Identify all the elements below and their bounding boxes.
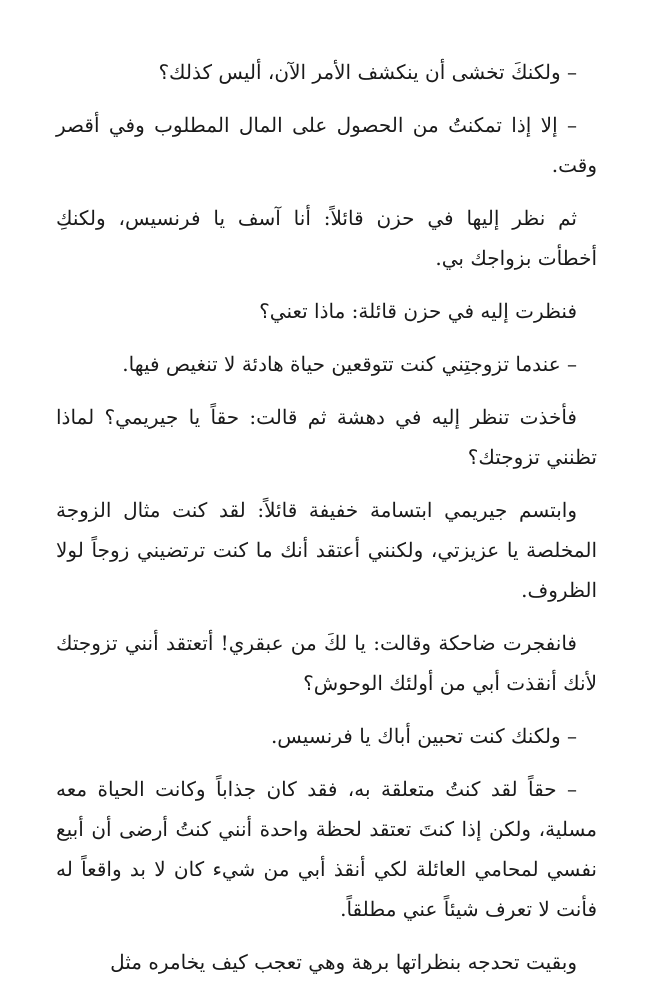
paragraph-11: وبقيت تحدجه بنظراتها برهة وهي تعجب كيف يخامره مثل (110, 950, 577, 974)
paragraph-9: – ولكنك كنت تحبين أباك يا فرنسيس. (270, 724, 577, 748)
paragraph-8: فانفجرت ضاحكة وقالت: يا لكَ من عبقري! أتعتقد أنني تزوجتك لأنك أنقذت أبي من أولئك الوحوش؟ (56, 631, 597, 695)
paragraph-6: فأخذت تنظر إليه في دهشة ثم قالت: حقاً يا جيريمي؟ لماذا تظنني تزوجتك؟ (56, 405, 597, 469)
paragraph-1: – ولكنكَ تخشى أن ينكشف الأمر الآن، أليس كذلك؟ (158, 60, 577, 84)
paragraph-5: – عندما تزوجتِني كنت تتوقعين حياة هادئة لا تنغيص فيها. (122, 352, 577, 376)
paragraph-10: – حقاً لقد كنتُ متعلقة به، فقد كان جذاباً وكانت الحياة معه مسلية، ولكن إذا كنتَ تعتقد لحظة واحدة أنني كنتُ أرضى أن أبيع نفسي لمحامي العائلة لكي أنقذ أبي من شيء كان لا بد واقعاً له فأنت لا تعرف شيئاً عني مطلقاً. (56, 777, 597, 921)
paragraph-2: – إلا إذا تمكنتُ من الحصول على المال المطلوب وفي أقصر وقت. (56, 113, 597, 177)
paragraph-3: ثم نظر إليها في حزن قائلاً: أنا آسف يا فرنسيس، ولكنكِ أخطأت بزواجك بي. (56, 206, 597, 270)
paragraph-7: وابتسم جيريمي ابتسامة خفيفة قائلاً: لقد كنت مثال الزوجة المخلصة يا عزيزتي، ولكنني أعتقد أنك ما كنت ترتضيني زوجاً لولا الظروف. (56, 498, 597, 602)
book-page (56, 52, 597, 982)
paragraph-4: فنظرت إليه في حزن قائلة: ماذا تعني؟ (259, 299, 577, 323)
